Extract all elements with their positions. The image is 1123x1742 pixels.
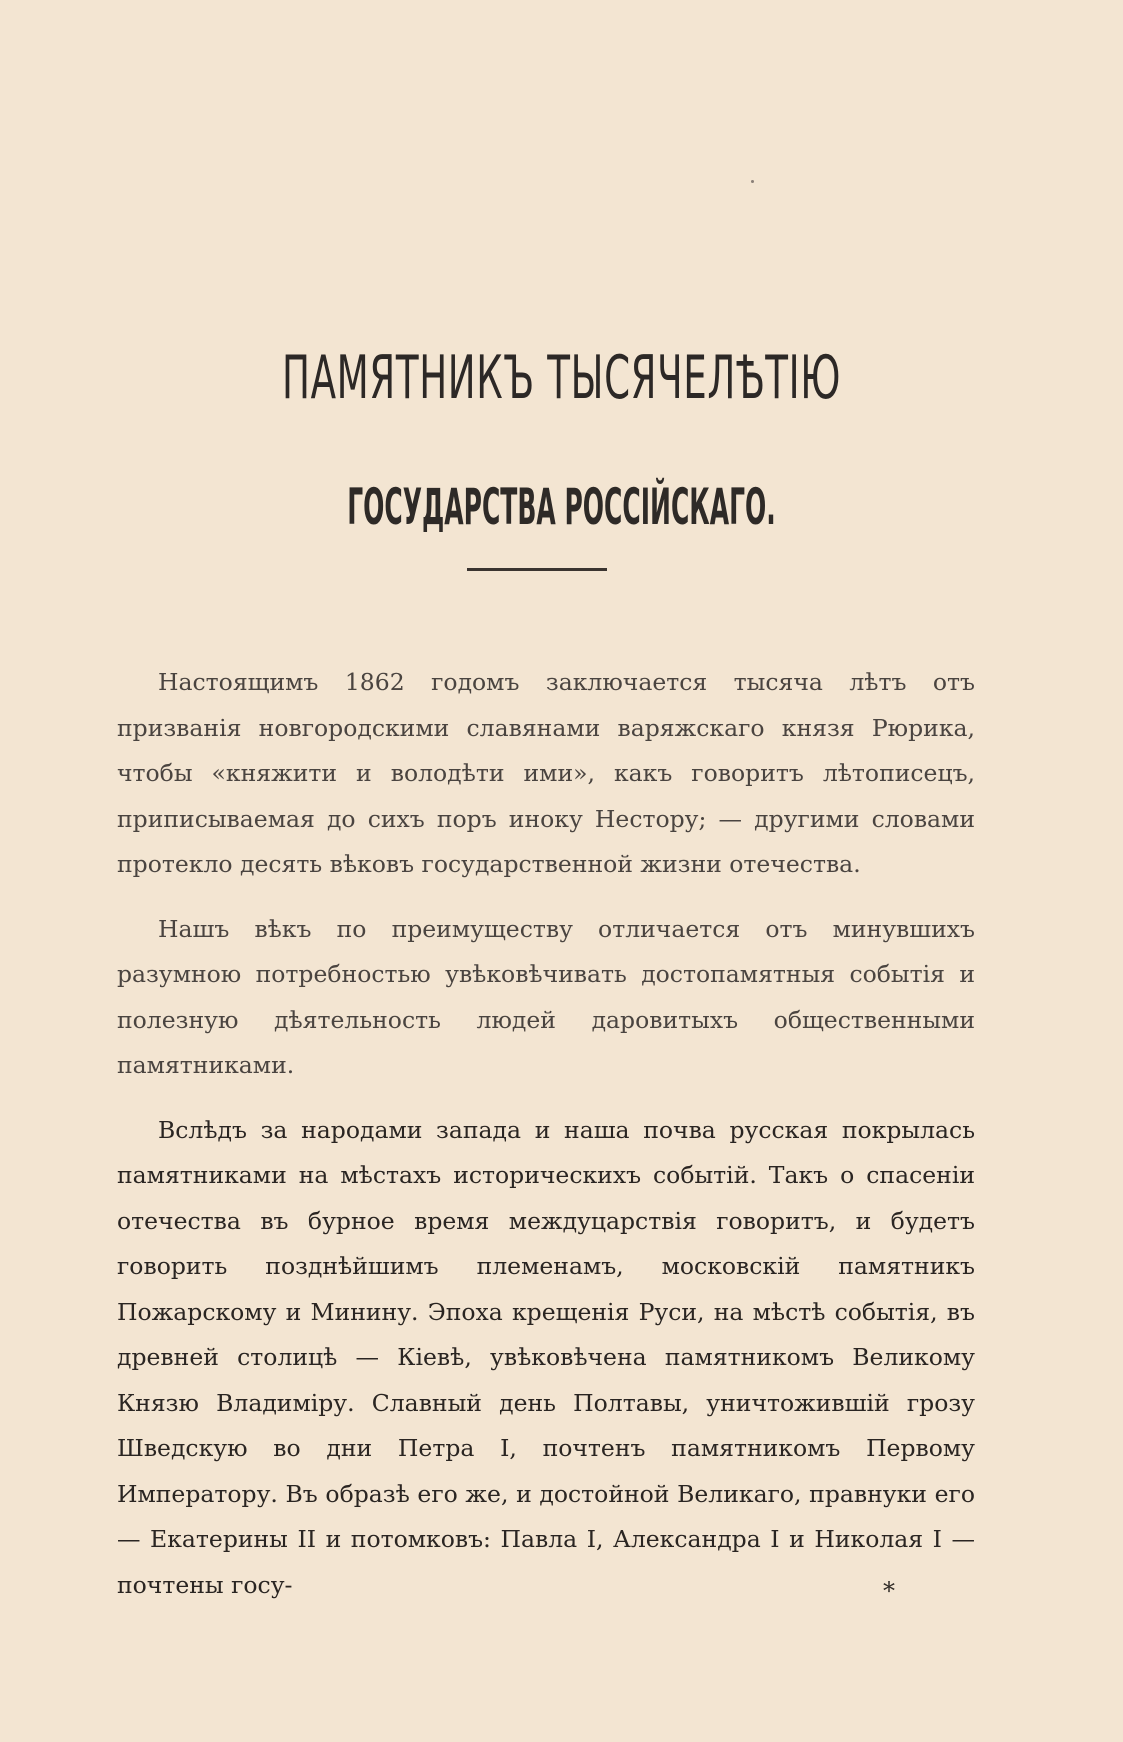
page-title: ПАМЯТНИКЪ ТЫСЯЧЕЛѢТІЮ bbox=[282, 343, 841, 413]
ink-speck bbox=[751, 180, 754, 183]
paragraph-1: Настоящимъ 1862 годомъ заключается тысяча лѣтъ отъ призванія новгородскими славянами варяжскаго князя Рюрика, чтобы «княжити и володѣти ими», какъ говоритъ лѣтописецъ, приписываемая до сихъ поръ иноку Нестору; — другими словами протекло десять вѣковъ государственной жизни отечества. bbox=[117, 668, 975, 878]
paragraph-2: Нашъ вѣкъ по преимуществу отличается отъ минувшихъ разумною потребностью увѣковѣчивать достопамятныя событія и полезную дѣятельность людей даровитыхъ общественными памятниками. bbox=[117, 914, 975, 1079]
title-divider bbox=[467, 568, 607, 571]
paragraph-3: Вслѣдъ за народами запада и наша почва русская покрылась памятниками на мѣстахъ историческихъ событій. Такъ о спасеніи отечества въ бурное время междуцарствія говоритъ, и будетъ говорить позднѣйшимъ племенамъ, московскій памятникъ Пожарскому и Минину. Эпоха крещенія Руси, на мѣстѣ событія, въ древней столицѣ — Кіевѣ, увѣковѣчена памятникомъ Великому Князю Владиміру. Славный день Полтавы, уничтожившій грозу Шведскую во дни Петра I, почтенъ памятникомъ Первому Императору. Въ образѣ его же, и достойной Великаго, правнуки его — Екатерины II и потомковъ: Павла I, Александра I и Николая I — почтены госу- bbox=[117, 1115, 975, 1599]
signature-mark: * bbox=[883, 1577, 895, 1605]
body-text bbox=[117, 660, 975, 1627]
page-subtitle: ГОСУДАРСТВА РОССІЙСКАГО. bbox=[347, 478, 776, 536]
